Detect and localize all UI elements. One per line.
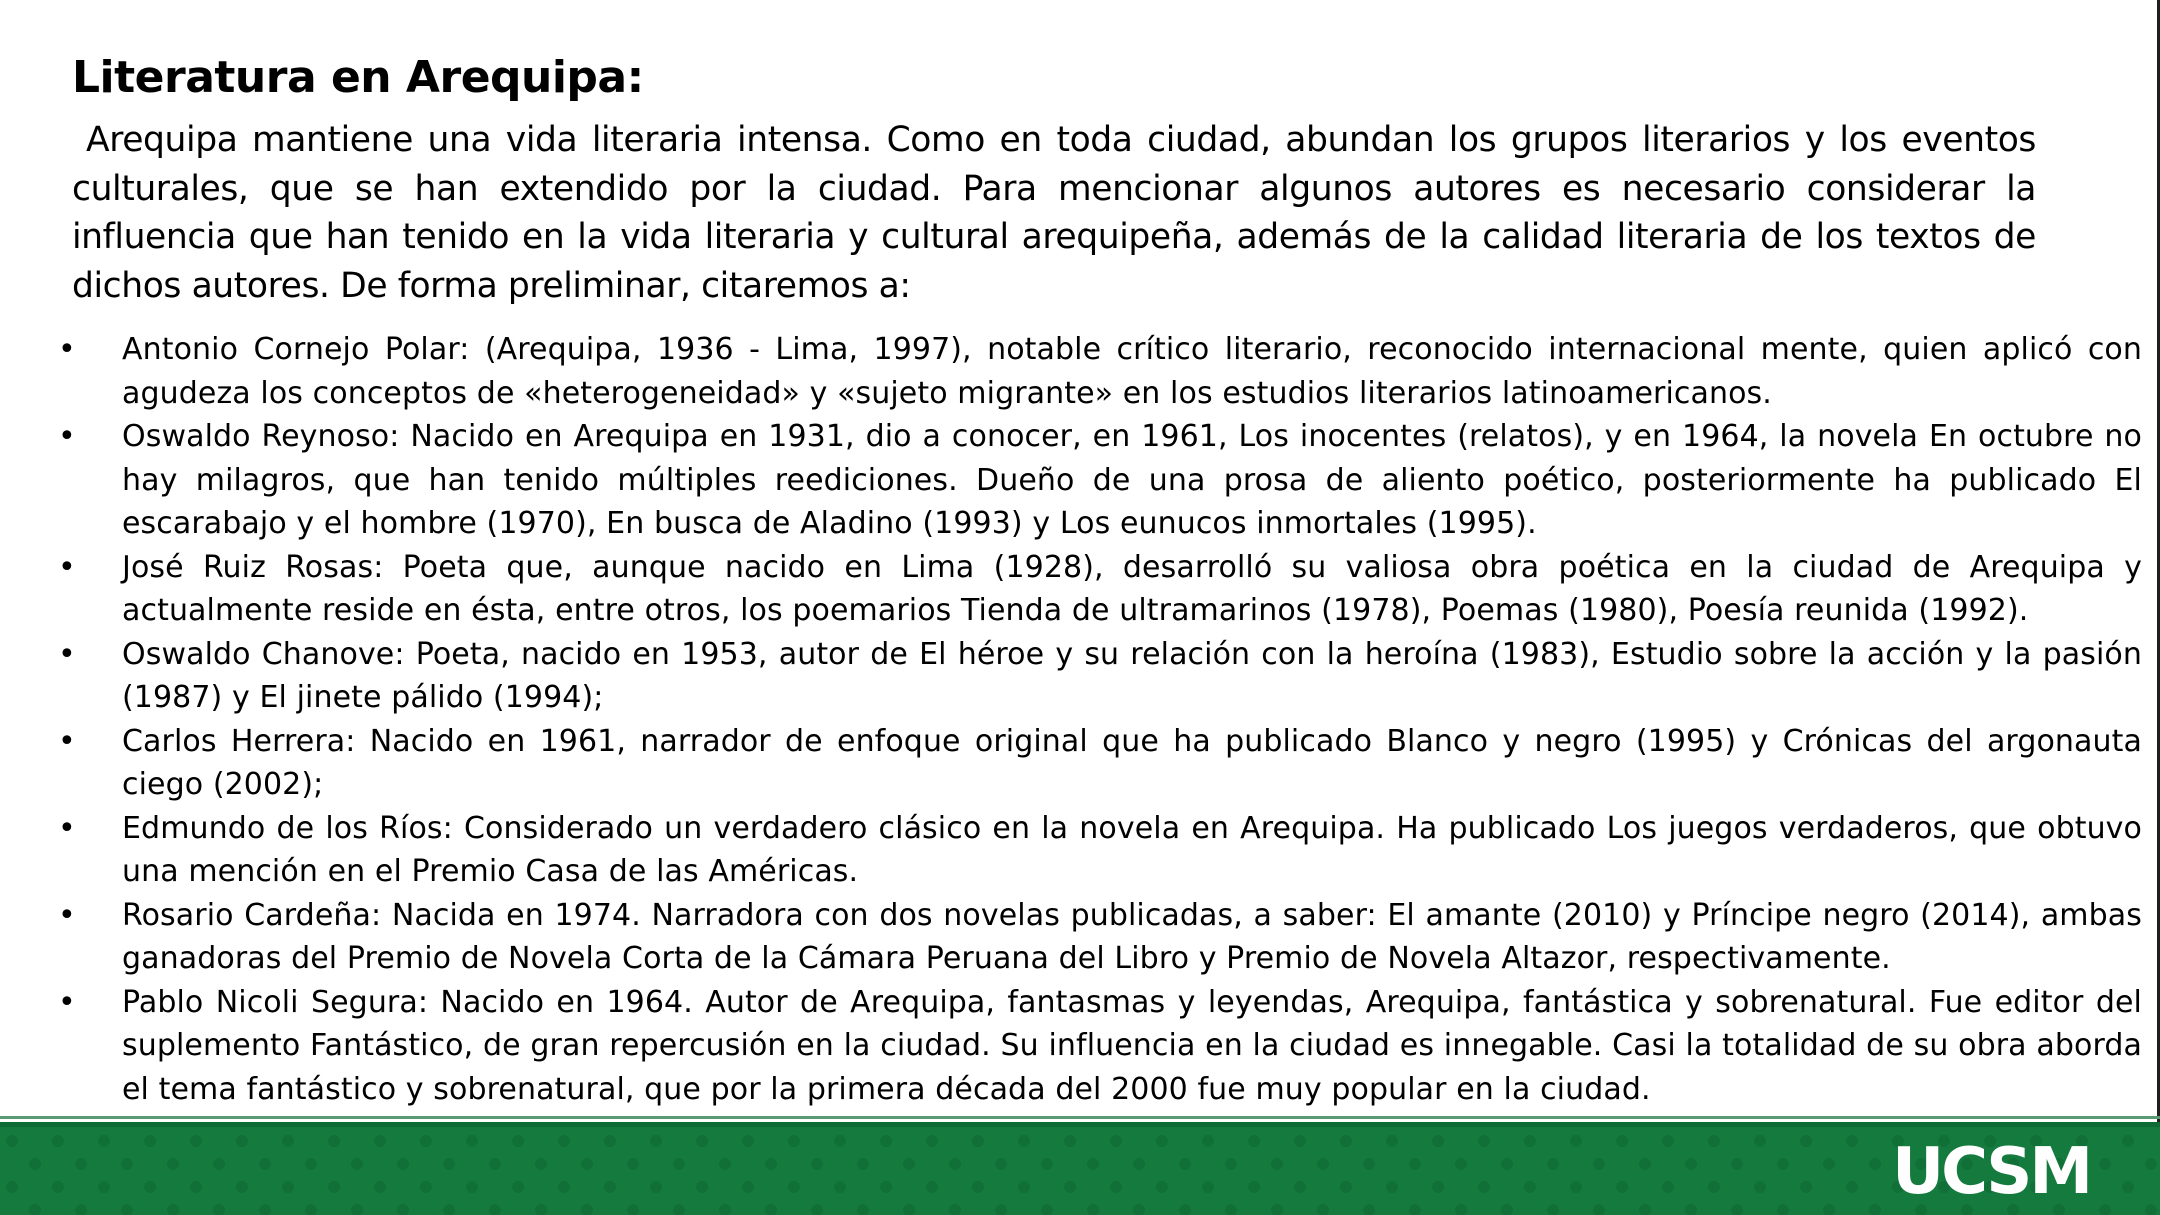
list-item (0, 328, 2142, 415)
bullet-icon: • (58, 984, 76, 1020)
list-item (0, 720, 2142, 807)
footer-band (0, 1122, 2160, 1215)
slide-title: Literatura en Arequipa: (72, 52, 644, 103)
bullet-icon: • (58, 810, 76, 846)
author-text: Antonio Cornejo Polar: (Arequipa, 1936 - Lima, 1997), notable crítico literario, reconocido internacional mente, quien aplicó con agudeza los conceptos de «heterogeneidad» y «sujeto migrante» en los estudios literarios latinoamericanos. (122, 332, 2142, 411)
authors-list (0, 328, 2142, 1111)
footer-pattern (0, 1127, 2160, 1215)
bullet-icon: • (58, 636, 76, 672)
bullet-icon: • (58, 723, 76, 759)
author-text: Rosario Cardeña: Nacida en 1974. Narradora con dos novelas publicadas, a saber: El amante (2010) y Príncipe negro (2014), ambas ganadoras del Premio de Novela Corta de la Cámara Peruana del Libro y Premio de Novela Altazor, respectivamente. (122, 897, 2142, 976)
author-text: Edmundo de los Ríos: Considerado un verdadero clásico en la novela en Arequipa. Ha publicado Los juegos verdaderos, que obtuvo una mención en el Premio Casa de las Américas. (122, 810, 2142, 889)
bullet-icon: • (58, 419, 76, 454)
list-item (0, 981, 2142, 1112)
list-item (0, 546, 2142, 633)
list-item (0, 633, 2142, 720)
ucsm-logo: UCSM (1892, 1135, 2090, 1209)
bullet-icon: • (58, 332, 76, 367)
author-text: Pablo Nicoli Segura: Nacido en 1964. Autor de Arequipa, fantasmas y leyendas, Arequipa, fantástica y sobrenatural. Fue editor del suplemento Fantástico, de gran repercusión en la ciudad. Su influencia en la ciudad es innegable. Casi la totalidad de su obra aborda el tema fantástico y sobrenatural, que por la primera década del 2000 fue muy popular en la ciudad. (122, 984, 2142, 1107)
author-text: Oswaldo Reynoso: Nacido en Arequipa en 1931, dio a conocer, en 1961, Los inocentes (relatos), y en 1964, la novela En octubre no hay milagros, que han tenido múltiples reediciones. Dueño de una prosa de aliento poético, posteriormente ha publicado El escarabajo y el hombre (1970), En busca de Aladino (1993) y Los eunucos inmortales (1995). (122, 419, 2142, 541)
intro-paragraph: Arequipa mantiene una vida literaria intensa. Como en toda ciudad, abundan los grupos literarios y los eventos culturales, que se han extendido por la ciudad. Para mencionar algunos autores es necesario considerar la influencia que han tenido en la vida literaria y cultural arequipeña, además de la calidad literaria de los textos de dichos autores. De forma preliminar, citaremos a: (72, 120, 2036, 306)
list-item (0, 415, 2142, 546)
bullet-icon: • (58, 897, 76, 933)
footer-divider (0, 1116, 2160, 1119)
bullet-icon: • (58, 549, 76, 585)
list-item (0, 807, 2142, 894)
list-item (0, 894, 2142, 981)
author-text: Carlos Herrera: Nacido en 1961, narrador de enfoque original que ha publicado Blanco y negro (1995) y Crónicas del argonauta ciego (2002); (122, 723, 2142, 802)
author-text: Oswaldo Chanove: Poeta, nacido en 1953, autor de El héroe y su relación con la heroína (1983), Estudio sobre la acción y la pasión (1987) y El jinete pálido (1994); (122, 636, 2142, 715)
author-text: José Ruiz Rosas: Poeta que, aunque nacido en Lima (1928), desarrolló su valiosa obra poética en la ciudad de Arequipa y actualmente reside en ésta, entre otros, los poemarios Tienda de ultramarinos (1978), Poemas (1980), Poesía reunida (1992). (122, 549, 2142, 628)
